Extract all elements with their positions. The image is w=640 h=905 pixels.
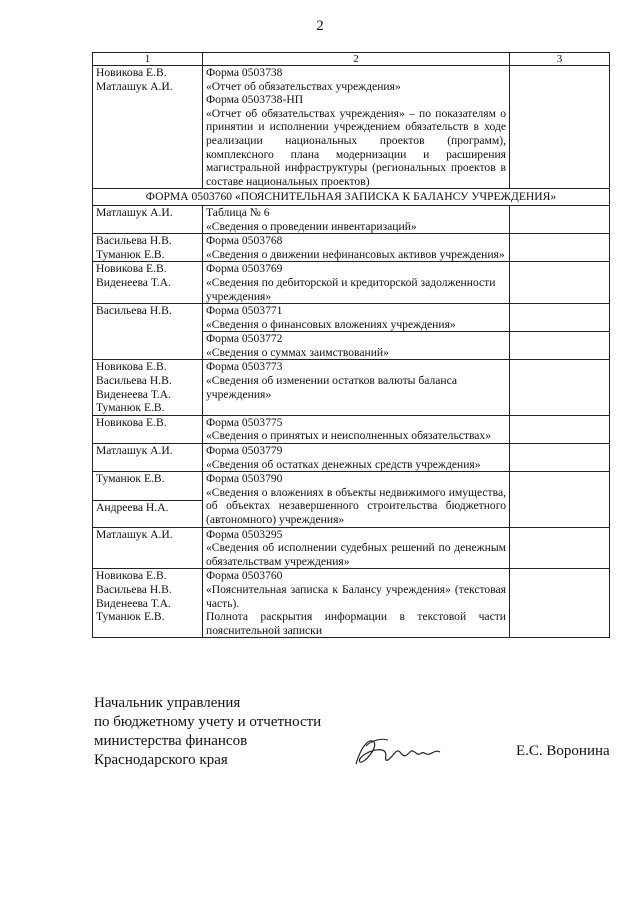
responsible-cell: [93, 360, 203, 415]
form-code: Форма 0503295: [206, 527, 283, 541]
form-code: Форма 0503760: [206, 569, 283, 583]
handwritten-signature: [352, 734, 442, 770]
table-header-row: [93, 53, 610, 66]
notes-cell: [510, 262, 610, 304]
responsibility-table: [92, 52, 610, 638]
form-code: Форма 0503738: [206, 66, 283, 79]
form-cell: [203, 527, 510, 569]
notes-cell: [510, 360, 610, 415]
form-title: «Сведения о проведении инвентаризаций»: [206, 219, 417, 233]
notes-cell: [510, 444, 610, 472]
responsible-cell: [93, 205, 203, 233]
responsible-cell: [93, 234, 203, 262]
form-cell: [203, 234, 510, 262]
form-cell: [203, 205, 510, 233]
signer-position: министерства финансов: [94, 733, 248, 749]
form-cell: [203, 472, 510, 527]
responsible-cell: [93, 262, 203, 304]
responsible-name: Андреева Н.А.: [96, 501, 169, 515]
table-row: [93, 360, 610, 415]
table-row: [93, 527, 610, 569]
form-title: «Сведения о вложениях в объекты недвижимого имущества, об объектах незавершенного строительства бюджетного (автономного) учреждения»: [206, 485, 506, 526]
form-title: «Сведения о суммах заимствований»: [206, 345, 389, 359]
responsible-name: Виденеева Т.А.: [96, 275, 171, 289]
form-title: «Сведения о финансовых вложениях учреждения»: [206, 317, 456, 331]
signer-position: по бюджетному учету и отчетности: [94, 714, 322, 730]
signer-position: Начальник управления: [94, 695, 241, 711]
responsible-name: Туманюк Е.В.: [96, 472, 165, 486]
form-title: «Сведения об изменении остатков валюты баланса учреждения»: [206, 374, 458, 401]
responsible-name: Новикова Е.В.: [96, 360, 167, 374]
form-code: Форма 0503738-НП: [206, 93, 304, 107]
responsible-name: Матлашук А.И.: [96, 79, 173, 93]
notes-cell: [510, 66, 610, 189]
responsible-name: Виденеева Т.А.: [96, 387, 171, 401]
form-title: «Сведения об остатках денежных средств учреждения»: [206, 457, 481, 471]
page-number: 2: [316, 18, 324, 34]
responsible-name: Туманюк Е.В.: [96, 247, 165, 261]
section-title: ФОРМА 0503760 «ПОЯСНИТЕЛЬНАЯ ЗАПИСКА К БАЛАНСУ УЧРЕЖДЕНИЯ»: [93, 189, 610, 206]
form-note: Полнота раскрытия информации в текстовой части пояснительной записки: [206, 610, 506, 637]
table-row: [93, 304, 610, 332]
form-cell: [203, 444, 510, 472]
responsible-cell: [93, 415, 203, 443]
responsible-name: Новикова Е.В.: [96, 66, 167, 79]
form-code: Форма 0503769: [206, 262, 283, 276]
form-code: Форма 0503790: [206, 472, 283, 486]
form-title: «Сведения о принятых и неисполненных обязательствах»: [206, 429, 492, 443]
table-row: [93, 444, 610, 472]
responsible-name: Матлашук А.И.: [96, 205, 173, 219]
form-cell: [203, 360, 510, 415]
table-row: [93, 262, 610, 304]
form-title: «Отчет об обязательствах учреждения» – по показателям о принятии и исполнении учреждением обязательств в ходе реализации национальных проектов (программ), комплексного плана модернизации и расширения магистральной инфраструктуры (региональных проектов в составе национальных проектов): [206, 106, 506, 188]
table-row: [93, 569, 610, 638]
responsible-cell: [93, 501, 203, 527]
responsible-cell: [93, 569, 203, 638]
responsible-name: Матлашук А.И.: [96, 527, 173, 541]
form-cell: [203, 415, 510, 443]
table-row: [93, 205, 610, 233]
form-cell: [203, 569, 510, 638]
form-code: Форма 0503773: [206, 360, 283, 374]
header-col-3: 3: [510, 53, 610, 66]
form-code: Таблица № 6: [206, 205, 270, 219]
section-header-row: [93, 189, 610, 206]
form-code: Форма 0503771: [206, 304, 283, 318]
notes-cell: [510, 472, 610, 527]
notes-cell: [510, 332, 610, 360]
notes-cell: [510, 415, 610, 443]
responsible-cell: [93, 472, 203, 501]
responsible-name: Васильева Н.В.: [96, 374, 172, 388]
form-cell: [203, 262, 510, 304]
signature-block: [94, 694, 321, 770]
form-code: Форма 0503772: [206, 332, 283, 346]
responsible-name: Туманюк Е.В.: [96, 610, 165, 624]
table-row: [93, 66, 610, 189]
form-title: «Пояснительная записка к Балансу учреждения» (текстовая часть).: [206, 582, 506, 610]
form-title: «Отчет об обязательствах учреждения»: [206, 79, 401, 93]
responsible-name: Матлашук А.И.: [96, 444, 173, 458]
responsible-name: Новикова Е.В.: [96, 569, 167, 583]
notes-cell: [510, 205, 610, 233]
notes-cell: [510, 527, 610, 569]
responsible-name: Туманюк Е.В.: [96, 401, 165, 415]
responsible-name: Васильева Н.В.: [96, 234, 172, 248]
responsible-cell: [93, 66, 203, 189]
table-row: [93, 472, 610, 501]
header-col-1: 1: [93, 53, 203, 66]
header-col-2: 2: [203, 53, 510, 66]
responsible-name: Новикова Е.В.: [96, 262, 167, 276]
form-title: «Сведения об исполнении судебных решений по денежным обязательствам учреждения»: [206, 541, 506, 568]
form-title: «Сведения по дебиторской и кредиторской задолженности учреждения»: [206, 275, 496, 303]
table-row: [93, 415, 610, 443]
form-cell: [203, 304, 510, 332]
responsible-cell: [93, 527, 203, 569]
responsible-cell: [93, 444, 203, 472]
notes-cell: [510, 569, 610, 638]
responsible-name: Новикова Е.В.: [96, 415, 167, 429]
form-code: Форма 0503779: [206, 444, 283, 458]
responsible-name: Виденеева Т.А.: [96, 596, 171, 610]
table-row: [93, 234, 610, 262]
signer-position: Краснодарского края: [94, 752, 228, 768]
form-cell: [203, 332, 510, 360]
responsible-name: Васильева Н.В.: [96, 304, 172, 318]
responsible-name: Васильева Н.В.: [96, 582, 172, 596]
form-cell: [203, 66, 510, 189]
form-code: Форма 0503775: [206, 415, 283, 429]
notes-cell: [510, 234, 610, 262]
form-code: Форма 0503768: [206, 234, 283, 248]
form-title: «Сведения о движении нефинансовых активов учреждения»: [206, 247, 505, 261]
responsible-cell: [93, 304, 203, 360]
notes-cell: [510, 304, 610, 332]
signer-name: Е.С. Воронина: [516, 743, 610, 759]
